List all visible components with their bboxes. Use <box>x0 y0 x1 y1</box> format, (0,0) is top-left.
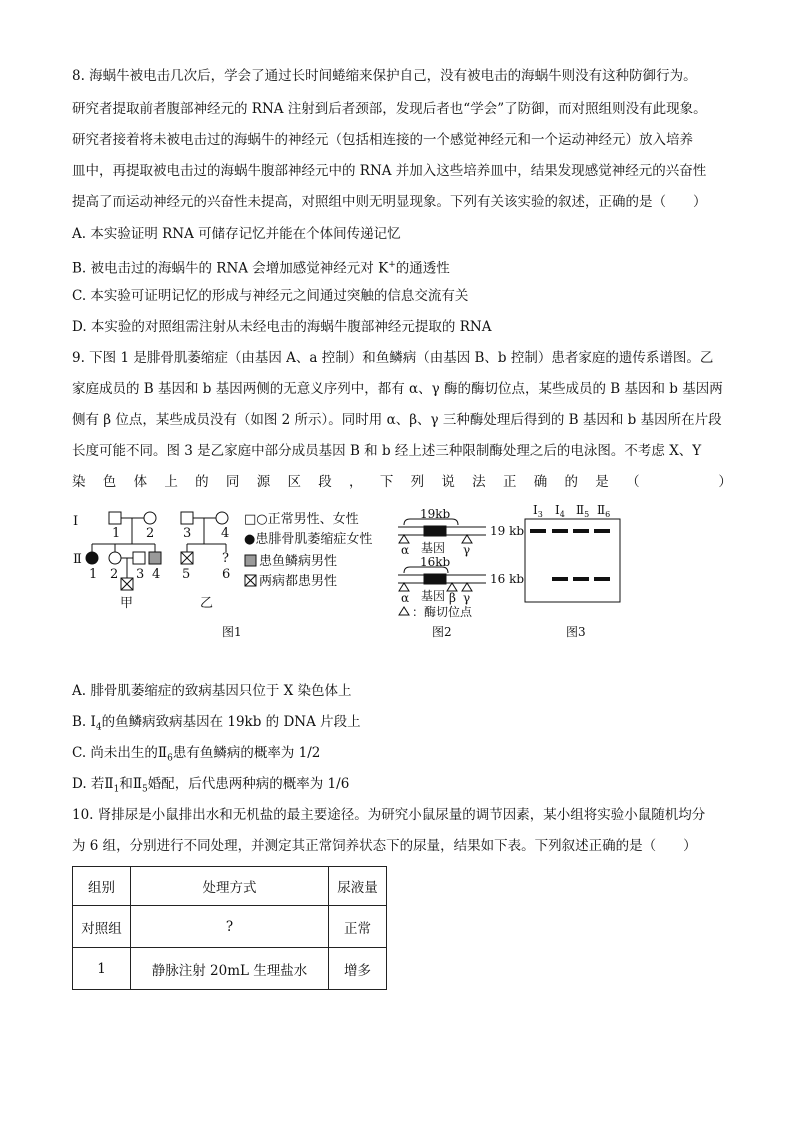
q8-option-c: C. 本实验可证明记忆的形成与神经元之间通过突触的信息交流有关 <box>72 288 469 304</box>
table-cell: 增多 <box>329 948 387 990</box>
q8-option-a: A. 本实验证明 RNA 可储存记忆并能在个体间传递记忆 <box>72 226 401 242</box>
male-normal-symbol <box>133 552 145 564</box>
justified-char: 色 <box>102 474 117 490</box>
q10-stem-line: 为 6 组，分别进行不同处理，并测定其正常饲养状态下的尿量，结果如下表。下列叙述正确的是（ ） <box>72 838 697 854</box>
figure-caption: 图1 <box>222 625 242 639</box>
table-row <box>73 948 387 990</box>
electrophoresis-figure <box>490 503 620 639</box>
q9-option-c: C. 尚未出生的$Ⅱ_6$患有鱼鳞病的概率为 1/2 <box>72 745 321 764</box>
member-number: 2 <box>110 567 119 582</box>
table-header-cell: 处理方式 <box>131 867 329 906</box>
justified-char: 染 <box>72 474 86 490</box>
table-cell: 正常 <box>329 906 387 948</box>
member-number: 3 <box>136 567 145 582</box>
member-number: 1 <box>89 567 98 582</box>
gamma-cut-site <box>462 535 472 543</box>
alpha-cut-site <box>399 583 409 591</box>
generation-label: Ⅰ <box>73 514 79 529</box>
alpha-cut-site <box>399 535 409 543</box>
table-cell: 1 <box>73 948 131 990</box>
beta-cut-site <box>447 583 457 591</box>
gene-label: 基因 <box>421 541 446 555</box>
gel-band-16kb <box>594 577 610 581</box>
lane-label: $Ⅱ_6$ <box>597 503 611 519</box>
q10-stem-line: 10. 肾排尿是小鼠排出水和无机盐的最主要途径。为研究小鼠尿量的调节因素，某小组将实验小鼠随机均分 <box>72 807 706 823</box>
male-normal-symbol <box>181 512 193 524</box>
legend-both: 两病都患男性 <box>259 574 338 589</box>
justified-char: 说 <box>441 474 455 490</box>
justified-char: 上 <box>164 474 178 490</box>
pedigree-figure <box>73 511 372 639</box>
gel-band-16kb <box>573 577 589 581</box>
q8-stem-line: 研究者提取前者腹部神经元的 RNA 注射到后者颈部，发现后者也“学会”了防御，而对照组则没有此现象。 <box>72 101 707 117</box>
fragment-length-label: 19kb <box>420 507 451 521</box>
member-number: 1 <box>112 526 121 541</box>
size-marker-16kb: 16 kb <box>490 572 525 586</box>
q8-stem-line: 8. 海蜗牛被电击几次后，学会了通过长时间蜷缩来保护自己，没有被电击的海蜗牛则没有这种防御行为。 <box>72 68 697 84</box>
generation-label: Ⅱ <box>73 552 82 567</box>
gene-label: 基因 <box>421 589 446 603</box>
female-affected-symbol <box>86 552 98 564</box>
gel-band-19kb <box>594 529 610 533</box>
table-cell: 对照组 <box>73 906 131 948</box>
member-number: 3 <box>183 526 192 541</box>
justified-char: 同 <box>225 474 240 490</box>
justified-char: 是 <box>595 474 609 490</box>
justified-char: 源 <box>256 474 271 490</box>
justified-char: 法 <box>472 474 486 490</box>
legend-ichthyosis: 患鱼鳞病男性 <box>259 554 338 569</box>
justified-char: ） <box>718 474 732 490</box>
q10-table <box>72 866 387 990</box>
female-normal-symbol <box>216 512 228 524</box>
q8-stem-line: 提高了而运动神经元的兴奋性未提高，对照组中则无明显现象。下列有关该实验的叙述，正确的是（ ） <box>72 194 707 210</box>
gel-band-19kb <box>530 529 546 533</box>
gel-band-19kb <box>573 529 589 533</box>
member-number: 4 <box>221 526 230 541</box>
justified-char: 体 <box>133 474 148 490</box>
size-marker-19kb: 19 kb <box>490 524 525 538</box>
legend-normal: □○正常男性、女性 <box>244 512 359 527</box>
member-number: 4 <box>152 567 161 582</box>
gamma-label: γ <box>463 543 471 557</box>
beta-label: β <box>449 591 456 605</box>
q9-stem-line: 9. 下图 1 是腓骨肌萎缩症（由基因 A、a 控制）和鱼鳞病（由基因 B、b 控制）患者家庭的遗传系谱图。乙 <box>72 350 714 366</box>
legend-affected-female: ●患腓骨肌萎缩症女性 <box>244 532 373 547</box>
table-header-cell: 尿液量 <box>329 867 387 906</box>
member-number: 5 <box>182 567 191 582</box>
male-normal-symbol <box>109 512 121 524</box>
lane-label: $Ⅰ_4$ <box>555 503 565 519</box>
family-label: 乙 <box>200 596 214 611</box>
gel-band-19kb <box>552 529 568 533</box>
table-cell: 静脉注射 20mL 生理盐水 <box>131 948 329 990</box>
justified-char: （ <box>626 474 640 490</box>
justified-char: 下 <box>379 474 394 490</box>
justified-char: 的 <box>564 474 578 490</box>
gamma-label: γ <box>463 591 471 605</box>
q9-option-b: B. $Ⅰ_4$的鱼鳞病致病基因在 19kb 的 DNA 片段上 <box>72 714 361 733</box>
justified-char: 段 <box>318 474 332 490</box>
justified-char: 确 <box>533 474 548 490</box>
justified-char: 列 <box>410 474 425 490</box>
alpha-label: α <box>401 543 410 557</box>
male-ichthyosis-symbol <box>149 552 161 564</box>
justified-char: 的 <box>195 474 209 490</box>
table-header-row <box>73 867 387 906</box>
gene-block <box>424 526 446 536</box>
figure-caption: 图2 <box>432 625 452 639</box>
cut-site-legend-label: ：酶切位点 <box>412 605 473 619</box>
table-row <box>73 906 387 948</box>
figure-caption: 图3 <box>566 625 586 639</box>
legend-ichthyosis-swatch <box>245 555 256 566</box>
q9-option-a: A. 腓骨肌萎缩症的致病基因只位于 X 染色体上 <box>72 683 352 699</box>
gene-cut-site-figure <box>398 507 486 639</box>
q9-stem-line: 长度可能不同。图 3 是乙家庭中部分成员基因 B 和 b 经上述三种限制酶处理之后的电泳图。不考虑 X、Y <box>72 443 702 459</box>
gamma-cut-site <box>462 583 472 591</box>
table-header-cell: 组别 <box>73 867 131 906</box>
fragment-length-label: 16kb <box>420 555 451 569</box>
lane-label: $Ⅰ_3$ <box>533 503 543 519</box>
table-cell: ? <box>131 906 329 948</box>
q8-stem-line: 皿中，再提取被电击过的海蜗牛腹部神经元中的 RNA 并加入这些培养皿中，结果发现感觉神经元的兴奋性 <box>72 163 707 179</box>
female-normal-symbol <box>109 552 121 564</box>
justified-char: 区 <box>287 474 301 490</box>
member-number: 6 <box>222 567 231 582</box>
q9-stem-line: 侧有 β 位点，某些成员没有（如图 2 所示）。同时用 α、β、γ 三种酶处理后得到的 B 基因和 b 基因所在片段 <box>72 412 722 428</box>
female-normal-symbol <box>144 512 156 524</box>
justified-char: 正 <box>502 474 517 490</box>
cut-site-legend-icon <box>399 607 409 615</box>
lane-label: $Ⅱ_5$ <box>576 503 590 519</box>
q9-option-d: D. 若$Ⅱ_1$和$Ⅱ_5$婚配，后代患两种病的概率为 1/6 <box>72 776 350 795</box>
unknown-sex-symbol: ? <box>222 551 229 566</box>
justified-char: ， <box>349 474 363 490</box>
gel-band-16kb <box>552 577 568 581</box>
q8-option-b: B. 被电击过的海蜗牛的 RNA 会增加感觉神经元对 K+的通透性 <box>72 260 450 277</box>
alpha-label: α <box>401 591 410 605</box>
q8-stem-line: 研究者接着将未被电击过的海蜗牛的神经元（包括相连接的一个感觉神经元和一个运动神经元）放入培养 <box>72 132 693 148</box>
family-label: 甲 <box>120 596 134 611</box>
q8-option-d: D. 本实验的对照组需注射从未经电击的海蜗牛腹部神经元提取的 RNA <box>72 319 492 335</box>
q9-stem-line: 家庭成员的 B 基因和 b 基因两侧的无意义序列中，都有 α、γ 酶的酶切位点，某些成员的 B 基因和 b 基因两 <box>72 381 723 397</box>
gene-block <box>424 574 446 584</box>
member-number: 2 <box>146 526 155 541</box>
